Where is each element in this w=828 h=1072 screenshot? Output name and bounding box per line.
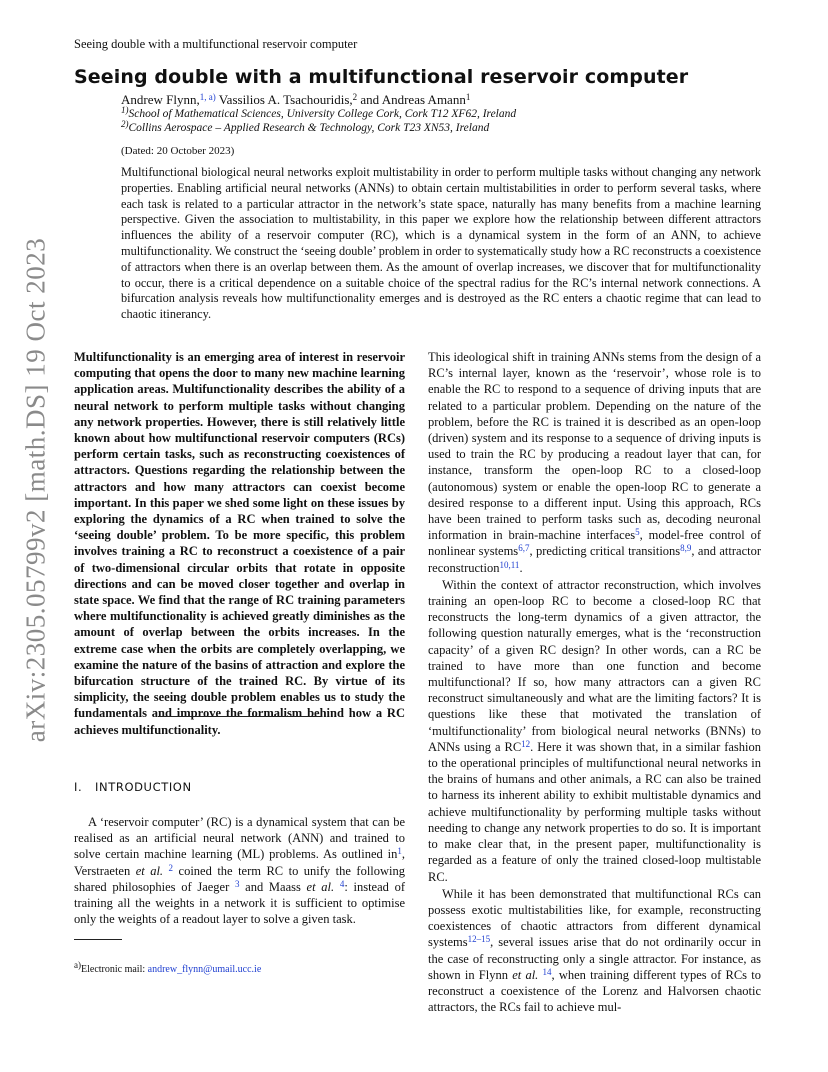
author-list [121, 92, 470, 108]
arxiv-stamp [12, 237, 60, 743]
left-column [74, 349, 405, 738]
body-text: , and attractor reconstruction [428, 544, 761, 575]
section-divider [158, 716, 322, 717]
citation-link[interactable]: 3 [234, 878, 240, 889]
email-link[interactable]: andrew_flynn@umail.ucc.ie [147, 964, 262, 975]
author-tsachouridis-affil: 2 [352, 92, 358, 102]
date-line: (Dated: 20 October 2023) [121, 145, 235, 157]
author-flynn: Andrew Flynn, [121, 92, 200, 107]
body-text: , when training different types of RCs to reconstruct a coexistence of the Lorenz and Halvorsen chaotic attractors, the RCs fail to achieve mul- [428, 967, 761, 1015]
author-flynn-affil[interactable]: 1, a) [199, 92, 216, 102]
intro-italic: et al. [306, 879, 335, 894]
paper-title: Seeing double with a multifunctional reservoir computer [74, 66, 689, 88]
body-text: This ideological shift in training ANNs stems from the design of a RC’s internal layer, known as the ‘reservoir’, whose role is to enable the RC to respond to a sequence of driving inputs that are related to a particular problem. Depending on the nature of the problem, before the RC is trained it is described as an open-loop (driven) system and its response to a sequence of driving inputs is used to train the RC by producing a readout layer that can, for instance, transform the open-loop RC to a closed-loop (autonomous) system or enable the open-loop RC to generate a desired response to a different input. Using this approach, RCs have been trained to perform tasks such as, decoding neuronal information in brain-machine interfaces [428, 350, 761, 543]
intro-text: : instead of training all the weights in a network it is sufficient to optimise only the weights of a readout layer to solve a given task. [74, 879, 406, 927]
intro-text: coined the term RC to unify the following shared philosophies of Jaeger [74, 863, 406, 894]
footnote-label: a) [74, 960, 81, 970]
section-heading [74, 780, 192, 794]
citation-link[interactable]: 14 [542, 966, 552, 977]
intro-paragraph [74, 814, 405, 927]
author-amann: and Andreas Amann [360, 92, 466, 107]
body-italic: et al. [512, 967, 539, 982]
section-number: I. [74, 780, 83, 794]
intro-italic: et al. [135, 863, 164, 878]
author-amann-affil: 1 [465, 92, 471, 102]
abstract: Multifunctional biological neural networks exploit multistability in order to perform multiple tasks without changing any network properties. Enabling artificial neural networks (ANNs) to obtain certain multistabilities in order to perform several tasks, where each task is related to a particular attractor in the network’s state space, naturally has many benefits from a machine learning perspective. Given the association to multistability, in this paper we explore how the relationship between different attractors influences the ability of a reservoir computer (RC), which is a dynamical system in the form of an ANN, to achieve multifunctionality. We construct the ‘seeing double’ problem in order to systematically study how a RC reconstructs a coexistence of attractors when there is an overlap between them. As the amount of overlap increases, we discover that for multifunctionality to occur, there is a critical dependence on a suitable choice of the spectral radius for the RC’s internal network connections. A bifurcation analysis reveals how multifunctionality emerges and is destroyed as the RC enters a chaotic regime that can lead to chaotic itinerancy. [121, 165, 761, 322]
arxiv-stamp-text: arXiv:2305.05799v2 [math.DS] 19 Oct 2023 [20, 237, 51, 743]
affiliation-2-text: Collins Aerospace – Applied Research & Technology, Cork T23 XN53, Ireland [128, 122, 490, 134]
intro-text: , Verstraeten [74, 847, 405, 878]
citation-link[interactable]: 6,7 [518, 543, 530, 554]
body-text: , several issues arise that do not ordinarily occur in the case of reconstructing only a single attractor. For instance, as shown in Flynn [428, 935, 761, 982]
body-text: . Here it was shown that, in a similar fashion to the operational principles of multifunctional neural networks in the brains of humans and other animals, a RC can also be trained to harness its inherent ability to exhibit multistable dynamics and achieve multifunctionality by performing multiple tasks without needing to change any network properties to do so. It is important to make clear that, in the present paper, multifunctionality is regarded as a feature of only the trained closed-loop multistable RC. [428, 739, 761, 884]
section-title: INTRODUCTION [95, 780, 192, 794]
citation-link[interactable]: 4 [339, 878, 345, 889]
running-head: Seeing double with a multifunctional reservoir computer [74, 37, 358, 51]
affiliation-1-mark: 1) [121, 105, 129, 115]
citation-link[interactable]: 1 [397, 846, 402, 857]
footnote-rule [74, 939, 122, 940]
affiliation-1-text: School of Mathematical Sciences, University College Cork, Cork T12 XF62, Ireland [128, 108, 517, 120]
author-tsachouridis: Vassilios A. Tsachouridis, [218, 92, 353, 107]
citation-link[interactable]: 2 [168, 862, 174, 873]
right-column [428, 349, 761, 1015]
citation-link[interactable]: 10,11 [499, 559, 520, 570]
body-text: , model-free control of nonlinear systems [428, 528, 761, 559]
intro-text: A ‘reservoir computer’ (RC) is a dynamical system that can be realised as an artificial neural network (ANN) and trained to solve certain machine learning (ML) problems. As outlined in [74, 815, 405, 862]
lead-paragraph: Multifunctionality is an emerging area of interest in reservoir computing that opens the door to many new machine learning application areas. Multifunctionality describes the ability of a neural network to perform multiple tasks without changing any network properties. However, there is still relatively little known about how multifunctional reservoir computers (RCs) perform certain tasks, such as reconstructing coexistences of attractors. Questions regarding the relationship between the attractors and how many attractors can coexist become important. In this paper we shed some light on these issues by exploring the dynamics of a RC when trained to solve the ‘seeing double’ problem. To be more specific, this problem involves training a RC to reconstruct a coexistence of a pair of two-dimensional circular orbits that rotate in opposite directions and can be moved closer together and overlap in state space. We find that the range of RC training parameters where multifunctionality is achieved greatly diminishes as the amount of overlap between the orbits increases. In the extreme case when the orbits are completely overlapping, we examine the nature of the basins of attraction and explore the bifurcation structure of the trained RC. By virtue of its simplicity, the seeing double problem enables us to study the fundamentals and improve the formalism behind how a RC achieves multifunctionality. [74, 350, 405, 737]
citation-link[interactable]: 5 [635, 527, 640, 538]
footnote [74, 960, 262, 975]
affiliation-2 [121, 119, 490, 134]
body-text: . [519, 560, 523, 575]
affiliation-1 [121, 105, 517, 120]
body-text: While it has been demonstrated that multifunctional RCs can possess exotic multistabilities like, for example, reconstructing coexistences of chaotic attractors from different dynamical systems [428, 886, 761, 950]
intro-text: and Maass [245, 879, 301, 894]
citation-link[interactable]: 8,9 [680, 543, 692, 554]
body-text: Within the context of attractor reconstruction, which involves training an open-loop RC to become a closed-loop RC that reconstructs the long-term dynamics of a given attractor, the following question naturally emerges, what is the ‘reconstruction capacity’ of a given RC design? In other words, can a RC be trained to have more than one function and become multifunctional? If so, how many attractors can a given RC reconstruct simultaneously and what are the limiting factors? It is questions like these that motivated the translation of ‘multifunctionality’ from biological neural networks (BNNs) to ANNs using a RC [428, 577, 761, 754]
citation-link[interactable]: 12–15 [467, 934, 491, 945]
affiliation-2-mark: 2) [121, 119, 129, 129]
footnote-prefix: Electronic mail: [81, 964, 148, 975]
citation-link[interactable]: 12 [521, 738, 531, 749]
body-text: , predicting critical transitions [529, 544, 681, 559]
